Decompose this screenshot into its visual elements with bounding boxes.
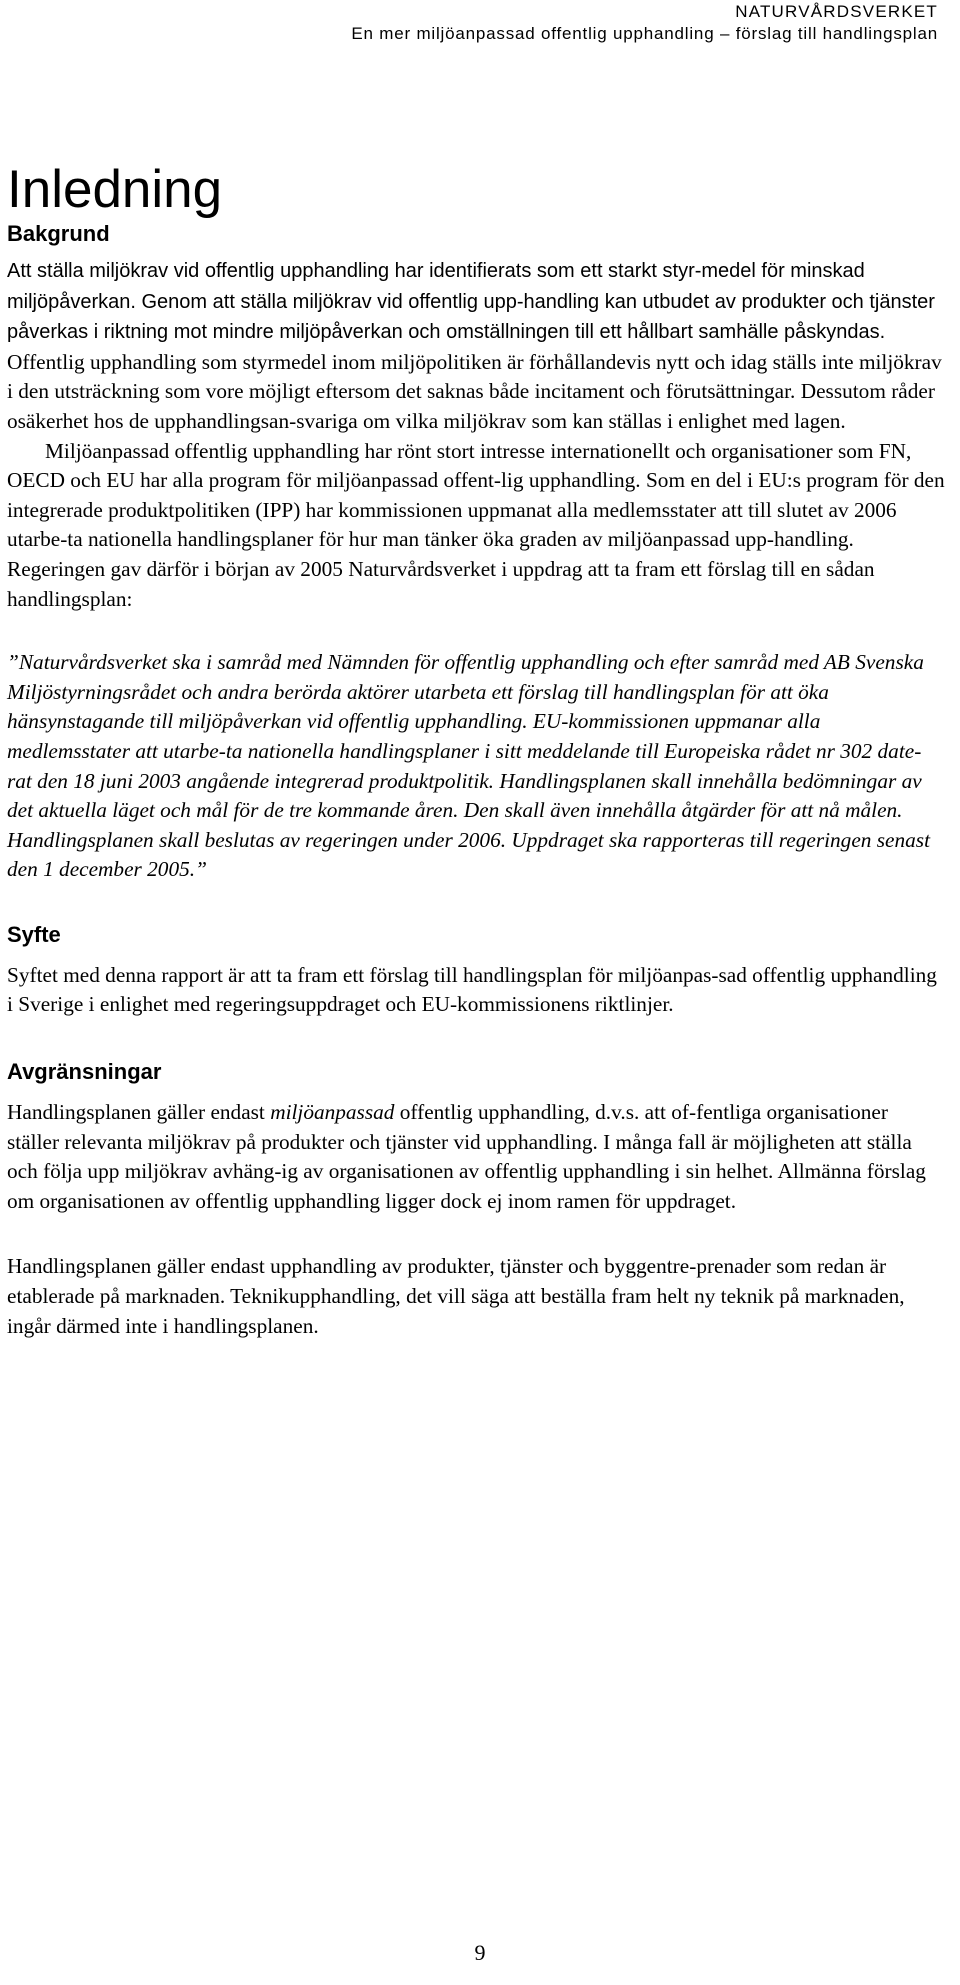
heading-avgransningar: Avgränsningar (7, 1059, 162, 1085)
paragraph-syfte-1: Syftet med denna rapport är att ta fram ett förslag till handlingsplan för miljöanpas-sad offentlig upphandling i Sverige i enlighet med regeringsuppdraget och EU-kommissionens riktlinjer. (7, 962, 937, 1017)
paragraph-bakgrund-1 (7, 256, 945, 437)
paragraph-avgransningar-2: Handlingsplanen gäller endast upphandling av produkter, tjänster och byggentre-prenader som redan är etablerade på marknaden. Teknikupphandling, det vill säga att beställa fram helt ny teknik på marknaden, ingår därmed inte i handlingsplanen. (7, 1254, 905, 1338)
page-title: Inledning (7, 160, 223, 219)
paragraph-avgransningar-1-emphasis: miljöanpassad (270, 1100, 395, 1125)
heading-bakgrund: Bakgrund (7, 221, 110, 246)
document-body (7, 160, 945, 1341)
paragraph-avgransningar-1-after: offentlig upphandling, d.v.s. att of-fentliga organisationer ställer relevanta miljökrav på produkter och tjänster vid upphandling. I många fall är möjligheten att ställa och följa upp miljökrav avhäng-ig av organisationen av offentlig upphandling i sin helhet. Allmänna förslag om organisationen av offentlig upphandling ligger dock ej inom ramen för uppdraget. (7, 1100, 926, 1213)
running-header (38, 0, 938, 44)
paragraph-bakgrund-2: Miljöanpassad offentlig upphandling har rönt stort intresse internationellt och organisationer som FN, OECD och EU har alla program för miljöanpassad offent-lig upphandling. Som en del i EU:s program för den integrerade produktpolitiken (IPP) har kommissionen uppmanat alla medlemsstater att till slutet av 2006 utarbe-ta nationella handlingsplaner för hur man tänker öka graden av miljöanpassad upp-handling. Regeringen gav därför i början av 2005 Naturvårdsverket i uppdrag att ta fram ett förslag till en sådan handlingsplan: (7, 438, 945, 611)
header-organization: NATURVÅRDSVERKET (735, 2, 938, 21)
paragraph-bakgrund-1-sans: Att ställa miljökrav vid offentlig upphandling har identifierats som ett starkt styr-medel för minskad miljöpåverkan. Genom att ställa miljökrav vid offentlig upp-handling kan utbudet av produkter och tjänster påverkas i riktning mot mindre miljöpåverkan och omställningen till ett hållbart samhälle påskyndas. (7, 260, 935, 344)
paragraph-bakgrund-1-serif: Offentlig upphandling som styrmedel inom miljöpolitiken är förhållandevis nytt och idag ställs inte miljökrav i den utsträckning som vore möjligt eftersom det saknas både incitament och förutsättningar. Dessutom råder osäkerhet hos de upphandlingsan-svariga om vilka miljökrav som kan ställas i enlighet med lagen. (7, 349, 942, 433)
header-subtitle: En mer miljöanpassad offentlig upphandling – förslag till handlingsplan (351, 24, 938, 43)
quote-assignment: ”Naturvårdsverket ska i samråd med Nämnden för offentlig upphandling och efter samråd med AB Svenska Miljöstyrningsrådet och andra berörda aktörer utarbeta ett förslag till handlingsplan för att öka hänsynstagande till miljöpåverkan vid offentlig upphandling. EU-kommissionen uppmanar alla medlemsstater att utarbe-ta nationella handlingsplaner i sitt meddelande till Europeiska rådet nr 302 date-rat den 18 juni 2003 angående integrerad produktpolitik. Handlingsplanen skall innehålla bedömningar av det aktuella läget och mål för de tre kommande åren. Den skall även innehålla åtgärder för att nå målen. Handlingsplanen skall beslutas av regeringen under 2006. Uppdraget ska rapporteras till regeringen senast den 1 december 2005.” (7, 650, 930, 882)
page-number: 9 (474, 1940, 486, 1965)
heading-syfte: Syfte (7, 921, 61, 947)
paragraph-avgransningar-1-before: Handlingsplanen gäller endast (7, 1100, 271, 1125)
paragraph-avgransningar-1 (7, 1098, 945, 1216)
